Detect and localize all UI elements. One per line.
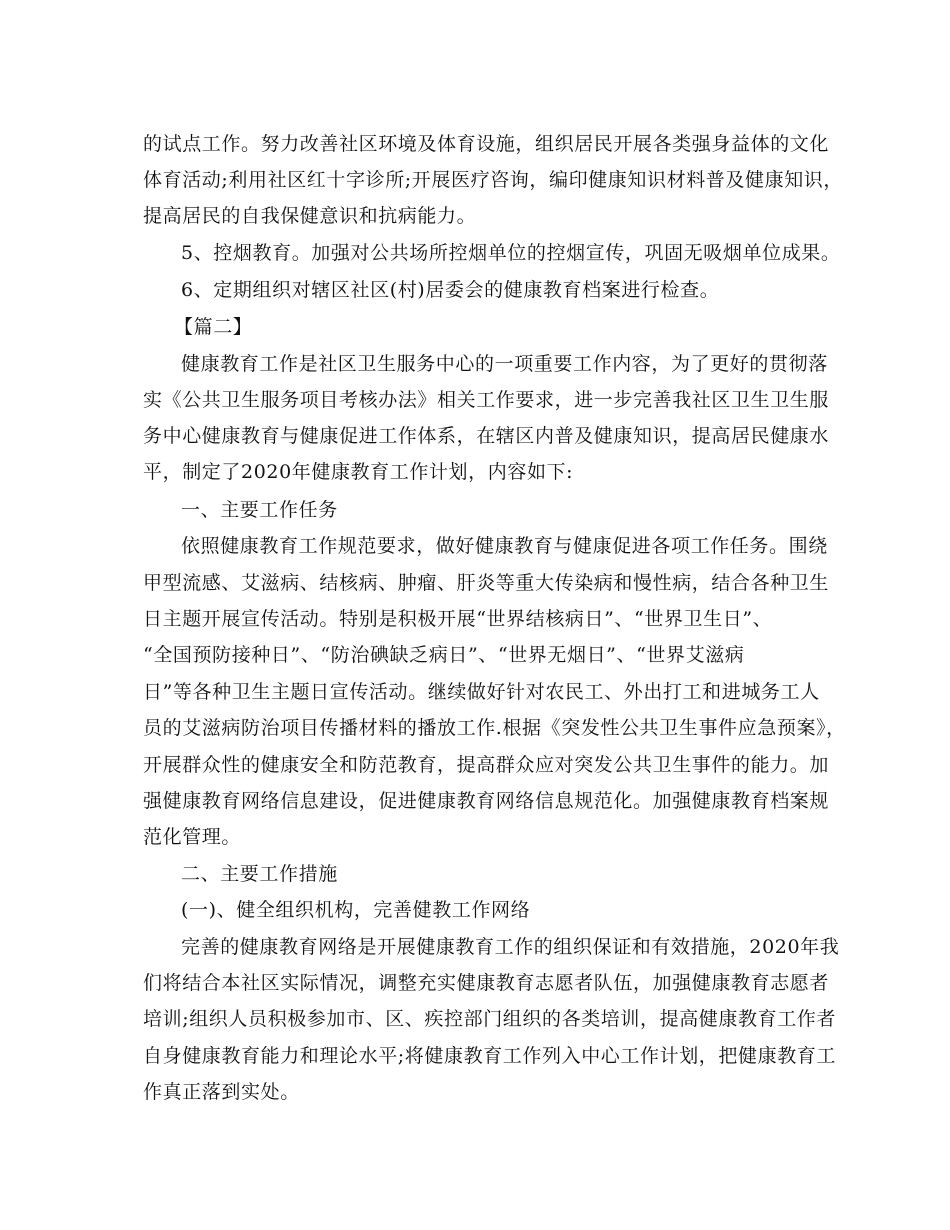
text-line: 们将结合本社区实际情况，调整充实健康教育志愿者队伍，加强健康教育志愿者	[143, 972, 830, 994]
text-line: 完善的健康教育网络是开展健康教育工作的组织保证和有效措施，2020年我	[181, 936, 840, 958]
text-line: 作真正落到实处。	[143, 1081, 300, 1103]
text-line: 平，制定了2020年健康教育工作计划，内容如下:	[143, 461, 574, 483]
text-line: 培训;组织人员积极参加市、区、疾控部门组织的各类培训，提高健康教育工作者	[143, 1008, 837, 1030]
section-heading: 【篇二】	[174, 316, 253, 338]
text-line: 5、控烟教育。加强对公共场所控烟单位的控烟宣传，巩固无吸烟单位成果。	[181, 242, 841, 264]
text-line: 范化管理。	[143, 826, 242, 848]
text-line: 日”等各种卫生主题日宣传活动。继续做好针对农民工、外出打工和进城务工人	[143, 681, 820, 703]
text-line: 自身健康教育能力和理论水平;将健康教育工作列入中心工作计划，把健康教育工	[143, 1045, 837, 1067]
text-line: “全国预防接种日”、“防治碘缺乏病日”、“世界无烟日”、“世界艾滋病	[143, 644, 745, 666]
text-line: 提高居民的自我保健意识和抗病能力。	[143, 205, 477, 227]
text-line: 甲型流感、艾滋病、结核病、肿瘤、肝炎等重大传染病和慢性病，结合各种卫生	[143, 572, 830, 594]
section-heading: 二、主要工作措施	[181, 863, 338, 885]
text-line: 日主题开展宣传活动。特别是积极开展“世界结核病日”、“世界卫生日”、	[143, 608, 773, 630]
text-line: 的试点工作。努力改善社区环境及体育设施，组织居民开展各类强身益体的文化	[143, 133, 830, 155]
text-line: 6、定期组织对辖区社区(村)居委会的健康教育档案进行检查。	[181, 279, 720, 301]
text-line: 务中心健康教育与健康促进工作体系，在辖区内普及健康知识，提高居民健康水	[143, 425, 830, 447]
text-line: 开展群众性的健康安全和防范教育，提高群众应对突发公共卫生事件的能力。加	[143, 754, 830, 776]
section-heading: 一、主要工作任务	[181, 499, 338, 521]
text-line: 员的艾滋病防治项目传播材料的播放工作.根据《突发性公共卫生事件应急预案》，	[143, 717, 846, 739]
text-line: 强健康教育网络信息建设，促进健康教育网络信息规范化。加强健康教育档案规	[143, 790, 830, 812]
subsection-heading: (一)、健全组织机构，完善健教工作网络	[181, 899, 531, 921]
text-line: 依照健康教育工作规范要求，做好健康教育与健康促进各项工作任务。围绕	[181, 535, 828, 557]
text-line: 实《公共卫生服务项目考核办法》相关工作要求，进一步完善我社区卫生卫生服	[143, 389, 830, 411]
text-line: 体育活动;利用社区红十字诊所;开展医疗咨询，编印健康知识材料普及健康知识，	[143, 169, 844, 191]
text-line: 健康教育工作是社区卫生服务中心的一项重要工作内容，为了更好的贯彻落	[181, 353, 828, 375]
